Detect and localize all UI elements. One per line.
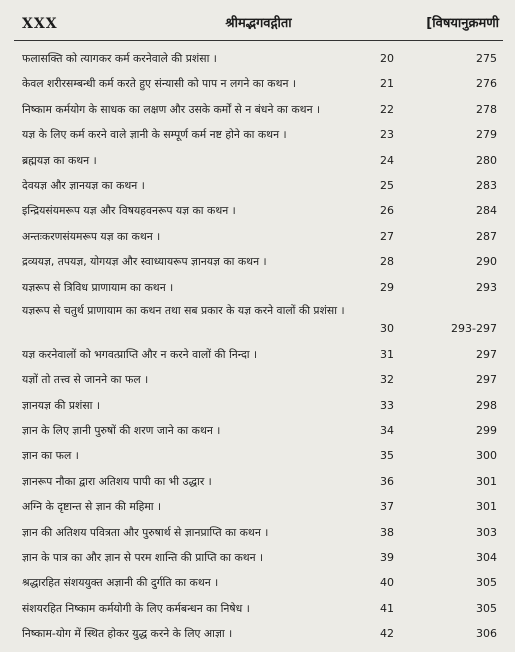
index-row xyxy=(0,46,515,71)
topic-text: श्रद्धारहित संशययुक्त अज्ञानी की दुर्गति का कथन । xyxy=(22,576,219,590)
topic-text: यज्ञ के लिए कर्म करने वाले ज्ञानी के सम्पूर्ण कर्म नष्ट होने का कथन । xyxy=(22,128,287,142)
sloka-number: 40 xyxy=(380,576,394,590)
topic-text: यज्ञ करनेवालों को भगवत्प्राप्ति और न करने वालों की निन्दा । xyxy=(22,347,258,361)
page-ref: 276 xyxy=(476,77,497,91)
page-ref: 293 xyxy=(476,280,497,294)
book-title: श्रीमद्भगवद्गीता xyxy=(225,16,292,31)
index-row xyxy=(0,520,515,545)
topic-text: फलासक्ति को त्यागकर कर्म करनेवाले की प्रशंसा । xyxy=(22,52,217,65)
page-ref: 283 xyxy=(476,178,497,192)
index-row xyxy=(0,418,515,443)
index-row xyxy=(0,173,515,198)
topic-text: केवल शरीरसम्बन्धी कर्म करते हुए संन्यासी को पाप न लगने का कथन । xyxy=(22,77,297,91)
sloka-number: 27 xyxy=(380,229,394,243)
page-ref: 297 xyxy=(476,373,497,387)
topic-text: ज्ञान की अतिशय पवित्रता और पुरुषार्थ से ज्ञानप्राप्ति का कथन । xyxy=(22,525,269,539)
sloka-number: 22 xyxy=(380,102,394,116)
page-ref: 297 xyxy=(476,347,497,361)
topic-text: यज्ञरूप से चतुर्थ प्राणायाम का कथन तथा सब प्रकार के यज्ञ करने वालों की प्रशंसा । xyxy=(22,303,345,317)
index-row xyxy=(0,443,515,468)
index-row xyxy=(0,494,515,519)
page-ref: 305 xyxy=(476,601,497,615)
page-ref: 301 xyxy=(476,474,497,488)
page-ref: 300 xyxy=(476,449,497,463)
sloka-number: 30 xyxy=(380,321,394,335)
page-ref: 305 xyxy=(476,576,497,590)
page-ref: 275 xyxy=(476,52,497,65)
sloka-number: 25 xyxy=(380,178,394,192)
page-ref: 279 xyxy=(476,128,497,142)
sloka-number: 20 xyxy=(380,52,394,65)
page-header xyxy=(14,10,503,34)
page-ref: 298 xyxy=(476,398,497,412)
page-ref: 304 xyxy=(476,551,497,565)
index-row xyxy=(0,224,515,249)
index-row xyxy=(0,469,515,494)
topic-text: निष्काम कर्मयोग के साधक का लक्षण और उसके कर्मों से न बंधने का कथन । xyxy=(22,102,321,116)
page-ref: 303 xyxy=(476,525,497,539)
header-rule xyxy=(14,40,503,41)
page-ref: 293-297 xyxy=(451,321,497,335)
index-row xyxy=(0,97,515,122)
topic-text: ज्ञानरूप नौका द्वारा अतिशय पापी का भी उद्धार । xyxy=(22,474,212,488)
sloka-number: 21 xyxy=(380,77,394,91)
sloka-number: 23 xyxy=(380,128,394,142)
sloka-number: 24 xyxy=(380,153,394,167)
topic-text: निष्काम-योग में स्थित होकर युद्ध करने के लिए आज्ञा । xyxy=(22,627,233,641)
index-row xyxy=(0,148,515,173)
index-row xyxy=(0,249,515,274)
index-row xyxy=(0,300,515,342)
index-table xyxy=(0,46,515,647)
sloka-number: 35 xyxy=(380,449,394,463)
sloka-number: 34 xyxy=(380,424,394,438)
sloka-number: 26 xyxy=(380,204,394,218)
index-row xyxy=(0,198,515,223)
sloka-number: 29 xyxy=(380,280,394,294)
topic-text: द्रव्ययज्ञ, तपयज्ञ, योगयज्ञ और स्वाध्यायरूप ज्ञानयज्ञ का कथन । xyxy=(22,255,267,269)
sloka-number: 36 xyxy=(380,474,394,488)
index-row xyxy=(0,570,515,595)
index-row xyxy=(0,545,515,570)
page-ref: 287 xyxy=(476,229,497,243)
index-row xyxy=(0,393,515,418)
sloka-number: 38 xyxy=(380,525,394,539)
topic-text: देवयज्ञ और ज्ञानयज्ञ का कथन । xyxy=(22,178,145,192)
topic-text: इन्द्रियसंयमरूप यज्ञ और विषयहवनरूप यज्ञ का कथन । xyxy=(22,204,236,218)
index-row xyxy=(0,596,515,621)
index-row xyxy=(0,71,515,96)
sloka-number: 39 xyxy=(380,551,394,565)
topic-text: ज्ञानयज्ञ की प्रशंसा । xyxy=(22,398,100,412)
page-ref: 290 xyxy=(476,255,497,269)
sloka-number: 37 xyxy=(380,500,394,514)
page-number: XXX xyxy=(22,16,58,32)
sloka-number: 41 xyxy=(380,601,394,615)
sloka-number: 28 xyxy=(380,255,394,269)
page-ref: 299 xyxy=(476,424,497,438)
topic-text: ज्ञान के लिए ज्ञानी पुरुषों की शरण जाने का कथन । xyxy=(22,424,221,438)
topic-text: अग्नि के दृष्टान्त से ज्ञान की महिमा । xyxy=(22,500,162,514)
page-ref: 306 xyxy=(476,627,497,641)
topic-text: यज्ञों तो तत्त्व से जानने का फल । xyxy=(22,373,149,387)
sloka-number: 42 xyxy=(380,627,394,641)
page-ref: 301 xyxy=(476,500,497,514)
topic-text: संशयरहित निष्काम कर्मयोगी के लिए कर्मबन्धन का निषेध । xyxy=(22,601,250,615)
sloka-number: 33 xyxy=(380,398,394,412)
topic-text: अन्तःकरणसंयमरूप यज्ञ का कथन । xyxy=(22,229,161,243)
topic-text: ब्रह्मयज्ञ का कथन । xyxy=(22,153,97,167)
index-row xyxy=(0,122,515,147)
index-row xyxy=(0,275,515,300)
sloka-number: 32 xyxy=(380,373,394,387)
page-ref: 278 xyxy=(476,102,497,116)
index-row xyxy=(0,342,515,367)
page-ref: 284 xyxy=(476,204,497,218)
index-row xyxy=(0,367,515,392)
topic-text: ज्ञान के पात्र का और ज्ञान से परम शान्ति की प्राप्ति का कथन । xyxy=(22,551,264,565)
section-title: [विषयानुक्रमणी xyxy=(426,16,499,31)
sloka-number: 31 xyxy=(380,347,394,361)
topic-text: यज्ञरूप से त्रिविध प्राणायाम का कथन । xyxy=(22,280,174,294)
topic-text: ज्ञान का फल । xyxy=(22,449,79,463)
page-ref: 280 xyxy=(476,153,497,167)
index-row xyxy=(0,621,515,646)
